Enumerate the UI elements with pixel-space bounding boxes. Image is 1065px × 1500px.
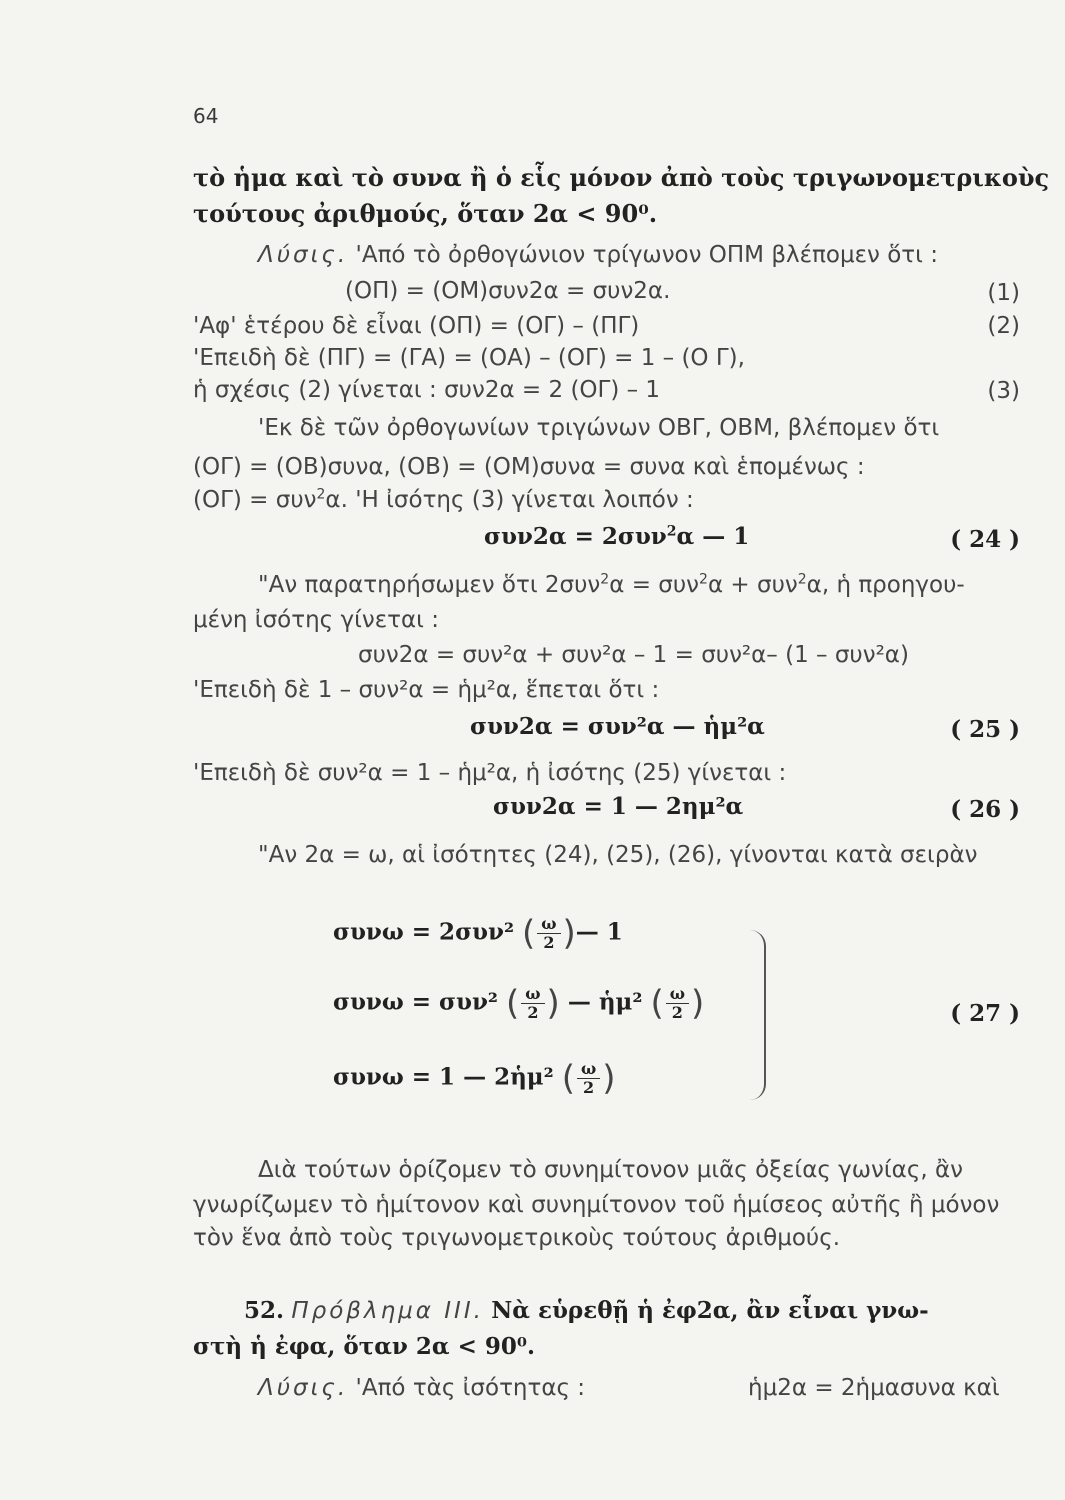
paragraph-dia-1: Διὰ τούτων ὁρίζομεν τὸ συνημίτονον μιᾶς ὀξείας γωνίας, ἂν	[258, 1157, 963, 1183]
problem-line-1	[244, 1296, 929, 1326]
equation-24-number: ( 24 )	[950, 526, 1020, 553]
line-an-mid-2: α + συν	[707, 572, 798, 598]
paren: (	[561, 1058, 575, 1099]
paren: )	[546, 983, 560, 1024]
equation-26-number: ( 26 )	[950, 796, 1020, 823]
equation-24	[484, 522, 749, 552]
line-an-mid-1: α = συν	[609, 572, 700, 598]
solution-label: Λύσις.	[258, 242, 349, 268]
line-epeidh-1: 'Επειδὴ δὲ (ΠΓ) = (ΓΑ) = (ΟΑ) – (ΟΓ) = 1 – (Ο Γ),	[193, 345, 745, 371]
sup: 2	[600, 571, 610, 588]
intro-line-1: τὸ ἡμα καὶ τὸ συνα ἢ ὁ εἷς μόνον ἀπὸ τοὺς τριγωνομετρικοὺς	[193, 163, 1050, 192]
system-line-3-pre: συνω = 1 — 2ἡμ²	[333, 1063, 554, 1091]
system-line-2-pre: συνω = συν²	[333, 988, 499, 1016]
system-line-1-pre: συνω = 2συν²	[333, 918, 515, 946]
solution-2-text: 'Από τὰς ἰσότητας :	[348, 1375, 586, 1401]
sup: 2	[316, 486, 326, 503]
equation-27-number: ( 27 )	[950, 1000, 1020, 1027]
system-line-2	[333, 985, 704, 1022]
equation-2-number: (2)	[987, 313, 1020, 339]
fraction-numerator: ω	[541, 914, 557, 933]
fraction-numerator: ω	[581, 1059, 597, 1078]
paren: )	[690, 983, 705, 1024]
equation-24-lhs: συν2α = 2συν	[484, 523, 667, 550]
solution-line	[258, 240, 938, 270]
problem-text: Νὰ εὑρεθῇ ἡ ἐφ2α, ἂν εἶναι γνω-	[491, 1297, 929, 1324]
fraction	[666, 985, 689, 1022]
line-an	[258, 570, 965, 600]
fraction	[521, 985, 544, 1022]
problem-label: Πρόβλημα ΙΙΙ.	[291, 1298, 484, 1324]
solution-2-label: Λύσις.	[258, 1375, 349, 1401]
line-an-pre: "Αν παρατηρήσωμεν ὅτι 2συν	[258, 572, 601, 598]
paragraph-dia-2: γνωρίζωμεν τὸ ἡμίτονον καὶ συνημίτονον τοῦ ἡμίσεος αὐτῆς ἢ μόνον	[193, 1192, 1000, 1218]
system-line-1	[333, 915, 623, 952]
line-menh: μένη ἰσότης γίνεται :	[193, 607, 439, 633]
line-og-2	[193, 485, 694, 515]
paren: (	[522, 913, 536, 954]
line-og: (ΟΓ) = (ΟΒ)συνα, (ΟΒ) = (ΟΜ)συνα = συνα καὶ ἑπομένως :	[193, 454, 865, 480]
line-og-2-pre: (ΟΓ) = συν	[193, 487, 317, 513]
paren: (	[506, 983, 520, 1024]
page-number: 64	[193, 104, 219, 128]
equation-25: συν2α = συν²α — ἡμ²α	[470, 713, 765, 740]
equation-1-number: (1)	[987, 280, 1020, 306]
line-og-2-post: α. 'Η ἰσότης (3) γίνεται λοιπόν :	[325, 487, 694, 513]
solution-2-line	[258, 1373, 585, 1403]
sup: 2	[666, 523, 677, 540]
line-aph: 'Αφ' ἑτέρου δὲ εἶναι (ΟΠ) = (ΟΓ) – (ΠΓ)	[193, 313, 640, 339]
line-epeidh-3: 'Επειδὴ δὲ συν²α = 1 – ἡμ²α, ἡ ἰσότης (25) γίνεται :	[193, 760, 787, 786]
equation-24-rhs: α — 1	[676, 523, 750, 550]
equation-26: συν2α = 1 — 2ημ²α	[493, 793, 744, 820]
paragraph-dia-3: τὸν ἕνα ἀπὸ τοὺς τριγωνομετρικοὺς τούτους ἀριθμούς.	[193, 1225, 841, 1251]
sup: 2	[797, 571, 807, 588]
fraction	[537, 915, 560, 952]
line-ek: 'Εκ δὲ τῶν ὀρθογωνίων τριγώνων ΟΒΓ, ΟΒΜ, βλέπομεν ὅτι	[258, 415, 940, 441]
line-sxesis: ἡ σχέσις (2) γίνεται : συν2α = 2 (ΟΓ) – 1	[193, 377, 661, 403]
line-an-2: "Αν 2α = ω, αἱ ἰσότητες (24), (25), (26), γίνονται κατὰ σειρὰν	[258, 842, 978, 868]
paren: (	[650, 983, 664, 1024]
system-line-3	[333, 1060, 616, 1097]
solution-2-equation: ἡμ2α = 2ἡμασυνα καὶ	[748, 1375, 1000, 1401]
fraction-denominator: 2	[537, 933, 560, 952]
system-line-2-mid: — ἡμ²	[567, 988, 643, 1016]
problem-line-2: στὴ ἡ ἐφα, ὅταν 2α < 90⁰.	[193, 1333, 535, 1360]
fraction-numerator: ω	[669, 984, 685, 1003]
intro-line-2: τούτους ἀριθμούς, ὅταν 2α < 90⁰.	[193, 199, 658, 228]
equation-1: (ΟΠ) = (ΟΜ)συν2α = συν2α.	[345, 278, 671, 304]
line-an-post: α, ἡ προηγου-	[806, 572, 965, 598]
line-epeidh-2: 'Επειδὴ δὲ 1 – συν²α = ἡμ²α, ἕπεται ὅτι :	[193, 677, 660, 703]
problem-number: 52.	[244, 1297, 285, 1324]
fraction-denominator: 2	[666, 1003, 689, 1022]
fraction-denominator: 2	[577, 1078, 600, 1097]
solution-text: 'Από τὸ ὀρθογώνιον τρίγωνον ΟΠΜ βλέπομεν ὅτι :	[348, 242, 938, 268]
equation-long: συν2α = συν²α + συν²α – 1 = συν²α– (1 – συν²α)	[358, 642, 909, 668]
system-line-1-post: — 1	[575, 918, 623, 946]
paren: )	[602, 1058, 616, 1099]
paren: )	[562, 913, 576, 954]
fraction	[577, 1060, 600, 1097]
sup: 2	[699, 571, 708, 588]
equation-25-number: ( 25 )	[950, 716, 1020, 743]
fraction-denominator: 2	[521, 1003, 544, 1022]
equation-3-number: (3)	[987, 378, 1020, 404]
fraction-numerator: ω	[525, 984, 541, 1003]
system-brace	[750, 930, 766, 1100]
